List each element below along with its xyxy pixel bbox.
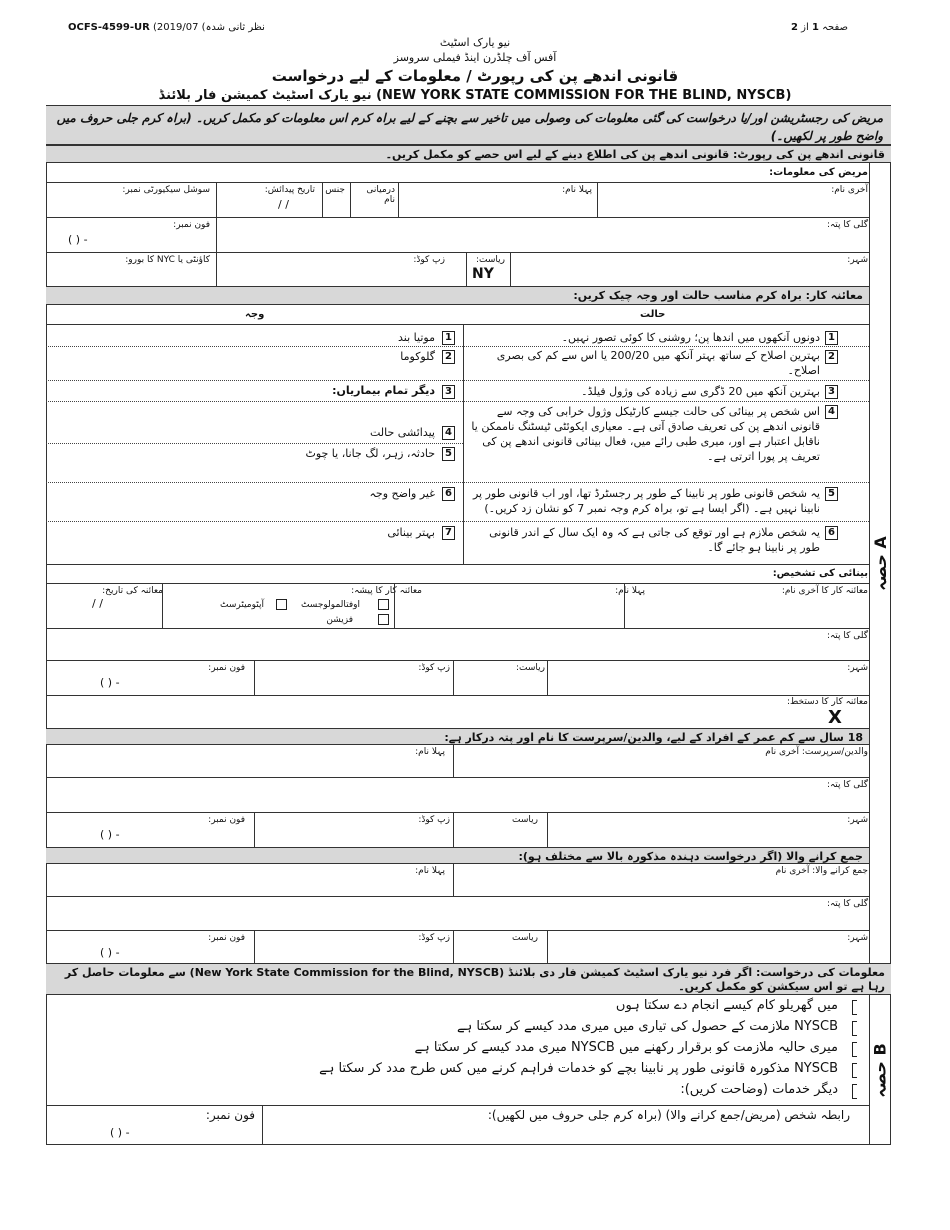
contact-person-label: رابطہ شخص (مریض/جمع کرانے والا) (براہ کرم جلی حروف میں لکھیں): [487, 1108, 850, 1122]
cause-6-text: غیر واضح وجہ [369, 487, 435, 500]
contact-phone-label: فون نمبر: [205, 1108, 255, 1122]
guardian-city-label: شہر: [847, 815, 868, 825]
physician-label: فزیشن [326, 615, 353, 625]
submitter-city-label: شہر: [847, 933, 868, 943]
patient-state-label: ریاست: [475, 255, 505, 265]
examiner-state-label: ریاست: [515, 663, 545, 673]
cause-2-text: گلوکوما [400, 350, 435, 363]
guardian-street-label: گلی کا پتہ: [826, 780, 868, 790]
notice-band: مریض کی رجسٹریشن اور/یا درخواست کی گئی معلومات کی وصولی میں تاخیر سے بچنے کے لیے براہ کرم اس معلومات کو مکمل کریں۔ (براہ کرم جلی حروف میں واضح طور پر لکھیں۔) [46, 105, 891, 145]
office-name: آفس آف چلڈرن اینڈ فیملی سروسز [393, 51, 557, 64]
patient-street-label: گلی کا پتہ: [826, 220, 868, 230]
optometrist-checkbox[interactable] [276, 599, 287, 610]
patient-phone-label: فون نمبر: [173, 220, 210, 230]
cause-3-box[interactable]: 3 [442, 385, 455, 399]
commission-name: نیو یارک اسٹیٹ کمیشن فار بلائنڈ (NEW YORK STATE COMMISSION FOR THE BLIND, NYSCB) [158, 88, 792, 103]
patient-city-label: شہر: [847, 255, 868, 265]
condition-2-text: بہترین اصلاح کے ساتھ بہتر آنکھ میں 200/20 یا اس سے کم کی بصری اصلاح۔ [496, 349, 820, 377]
part-b-sidebar [869, 995, 891, 1145]
part-b-option-4-checkbox[interactable] [852, 1063, 857, 1078]
condition-column-header: حالت [640, 309, 666, 320]
condition-2-box[interactable]: 2 [825, 350, 838, 364]
part-b-option-2-checkbox[interactable] [852, 1021, 857, 1036]
cause-4-box[interactable]: 4 [442, 426, 455, 440]
submitter-phone-label: فون نمبر: [208, 933, 245, 943]
page-number: صفحہ 1 از 2 [791, 22, 848, 33]
patient-county-label: کاؤنٹی یا NYC کا بورو: [125, 255, 210, 265]
form-id: OCFS-4599-UR [68, 22, 150, 33]
cause-4-text: پیدائشی حالت [369, 426, 435, 439]
page-title: قانونی اندھے پن کی رپورٹ / معلومات کے لیے درخواست [271, 67, 679, 85]
revision-note: (نظر ثانی شدہ [201, 22, 265, 33]
examiner-street-label: گلی کا پتہ: [826, 631, 868, 641]
condition-6-box[interactable]: 6 [825, 526, 838, 540]
condition-1-box[interactable]: 1 [825, 331, 838, 345]
patient-heading: مریض کی معلومات: [769, 167, 868, 178]
cause-1-text: موتیا بند [398, 331, 435, 344]
part-a-label: حصہ A [871, 535, 890, 591]
patient-dob-format: / / [278, 198, 289, 211]
exam-header: معائنہ کار: براہ کرم مناسب حالت اور وجہ چیک کریں: [46, 286, 869, 305]
condition-5-box[interactable]: 5 [825, 487, 838, 501]
cause-5-text: حادثہ، زہر، لگ جانا، یا چوٹ [305, 447, 435, 460]
patient-state-value: NY [472, 266, 494, 282]
part-a-sidebar [869, 163, 891, 963]
submitter-header: جمع کرانے والا (اگر درخواست دہندہ مذکورہ بالا سے مختلف ہو): [46, 847, 869, 864]
cause-7-text: بہتر بینائی [387, 526, 435, 539]
condition-3-box[interactable]: 3 [825, 385, 838, 399]
examiner-city-label: شہر: [847, 663, 868, 673]
patient-phone-format: ( ) - [68, 233, 88, 246]
guardian-first-name-label: پہلا نام: [415, 747, 445, 757]
part-b-option-2: NYSCB ملازمت کے حصول کی تیاری میں میری مدد کیسے کر سکتا ہے [457, 1019, 838, 1034]
signature-mark: X [828, 707, 842, 728]
part-b-option-5: دیگر خدمات (وضاحت کریں): [680, 1082, 838, 1097]
contact-phone-format: ( ) - [110, 1126, 130, 1139]
condition-4-box[interactable]: 4 [825, 405, 838, 419]
exam-date-label: معائنہ کی تاریخ: [102, 586, 163, 596]
examiner-phone-format: ( ) - [100, 676, 120, 689]
part-a-header: قانونی اندھے پن کی رپورٹ: قانونی اندھے پن کی اطلاع دینے کے لیے اس حصے کو مکمل کریں۔ [46, 145, 891, 163]
cause-5-box[interactable]: 5 [442, 447, 455, 461]
patient-middle-name-label: درمیانی نام [366, 185, 395, 205]
part-b-header: معلومات کی درخواست: اگر فرد نیو یارک اسٹیٹ کمیشن فار دی بلائنڈ (New York State Commission for the Blind, NYSCB) سے معلومات حاصل کر رہا ہے تو اس سیکشن کو مکمل کریں۔ [46, 963, 891, 995]
exam-date-format: / / [92, 597, 103, 610]
optometrist-label: آپٹومیٹرسٹ [220, 600, 264, 610]
examiner-signature-label: معائنہ کار کا دستخط: [786, 697, 868, 707]
submitter-phone-format: ( ) - [100, 946, 120, 959]
condition-3-text: بہترین آنکھ میں 20 ڈگری سے زیادہ کی وژول فیلڈ۔ [581, 385, 820, 398]
patient-last-name-label: آخری نام: [831, 185, 868, 195]
condition-1-text: دونوں آنکھوں میں اندھا پن؛ روشنی کا کوئی تصور نہیں۔ [561, 331, 820, 344]
ophthalmologist-checkbox[interactable] [378, 599, 389, 610]
part-b-option-1-checkbox[interactable] [852, 1000, 857, 1015]
condition-4-text: اس شخص پر بینائی کی حالت جیسے کارٹیکل وژول خرابی کی وجہ سے قانونی اندھے پن کی تعریف صادق آتی ہے۔ معیاری ایکوئٹی ٹیسٹنگ ناممکن یا ناقابل اعتبار ہے اور، میری طبی رائے میں، فعال بینائی قانونی اندھے پن کی تعریف پر پورا اترتی ہے۔ [471, 405, 820, 463]
state-name: نیو یارک اسٹیٹ [439, 36, 511, 49]
cause-7-box[interactable]: 7 [442, 526, 455, 540]
submitter-first-name-label: پہلا نام: [415, 866, 445, 876]
examiner-phone-label: فون نمبر: [208, 663, 245, 673]
guardian-phone-format: ( ) - [100, 828, 120, 841]
diagnosis-heading: بینائی کی تشخیص: [772, 568, 868, 579]
patient-ssn-label: سوشل سیکیورٹی نمبر: [122, 185, 210, 195]
cause-1-box[interactable]: 1 [442, 331, 455, 345]
part-b-label: حصہ B [871, 1042, 890, 1098]
examiner-first-name-label: پہلا نام: [615, 586, 645, 596]
cause-2-box[interactable]: 2 [442, 350, 455, 364]
physician-checkbox[interactable] [378, 614, 389, 625]
form-id-line [68, 22, 265, 33]
patient-gender-label: جنس [325, 185, 345, 195]
patient-dob-label: تاریخ پیدائش: [264, 185, 315, 195]
part-b-option-1: میں گھریلو کام کیسے انجام دے سکتا ہوں [615, 998, 838, 1013]
submitter-street-label: گلی کا پتہ: [826, 899, 868, 909]
condition-6-text: یہ شخص ملازم ہے اور توقع کی جاتی ہے کہ وہ ایک سال کے اندر قانونی طور پر نابینا ہو جائے گا۔ [489, 526, 820, 554]
guardian-state-label: ریاست [512, 815, 538, 825]
patient-zip-label: زپ کوڈ: [413, 255, 445, 265]
ophthalmologist-label: اوفتالمولوجسٹ [300, 600, 360, 610]
patient-first-name-label: پہلا نام: [562, 185, 592, 195]
cause-3-text: دیگر تمام بیماریاں: [332, 384, 435, 397]
guardian-phone-label: فون نمبر: [208, 815, 245, 825]
part-b-option-3: میری حالیہ ملازمت کو برقرار رکھنے میں NYSCB میری مدد کیسے کر سکتا ہے [414, 1040, 838, 1055]
submitter-last-name-label: جمع کرانے والا: آخری نام [775, 866, 868, 876]
examiner-last-name-label: معائنہ کار کا آخری نام: [781, 586, 868, 596]
guardian-header: 18 سال سے کم عمر کے افراد کے لیے، والدین/سرپرست کا نام اور پتہ درکار ہے: [46, 728, 869, 745]
condition-5-text: یہ شخص قانونی طور پر نابینا کے طور پر رجسٹرڈ تھا، اور اب قانونی طور پر نابینا نہیں ہے۔ (اگر ایسا ہے تو، براہ کرم وجہ نمبر 7 کو نشان زد کریں۔) [472, 487, 820, 515]
submitter-state-label: ریاست [512, 933, 538, 943]
revision-date: (2019/07 [153, 22, 199, 33]
cause-6-box[interactable]: 6 [442, 487, 455, 501]
examiner-profession-label: معائنہ کار کا پیشہ: [351, 586, 422, 596]
part-b-option-5-checkbox[interactable] [852, 1084, 857, 1099]
examiner-zip-label: زپ کوڈ: [418, 663, 450, 673]
guardian-zip-label: زپ کوڈ: [418, 815, 450, 825]
cause-column-header: وجہ [245, 309, 265, 320]
part-b-option-3-checkbox[interactable] [852, 1042, 857, 1057]
submitter-zip-label: زپ کوڈ: [418, 933, 450, 943]
guardian-last-name-label: والدین/سرپرست: آخری نام [765, 747, 868, 757]
part-b-option-4: NYSCB مذکورہ قانونی طور پر نابینا بچے کو خدمات فراہم کرنے میں کس طرح مدد کر سکتا ہے [319, 1061, 838, 1076]
